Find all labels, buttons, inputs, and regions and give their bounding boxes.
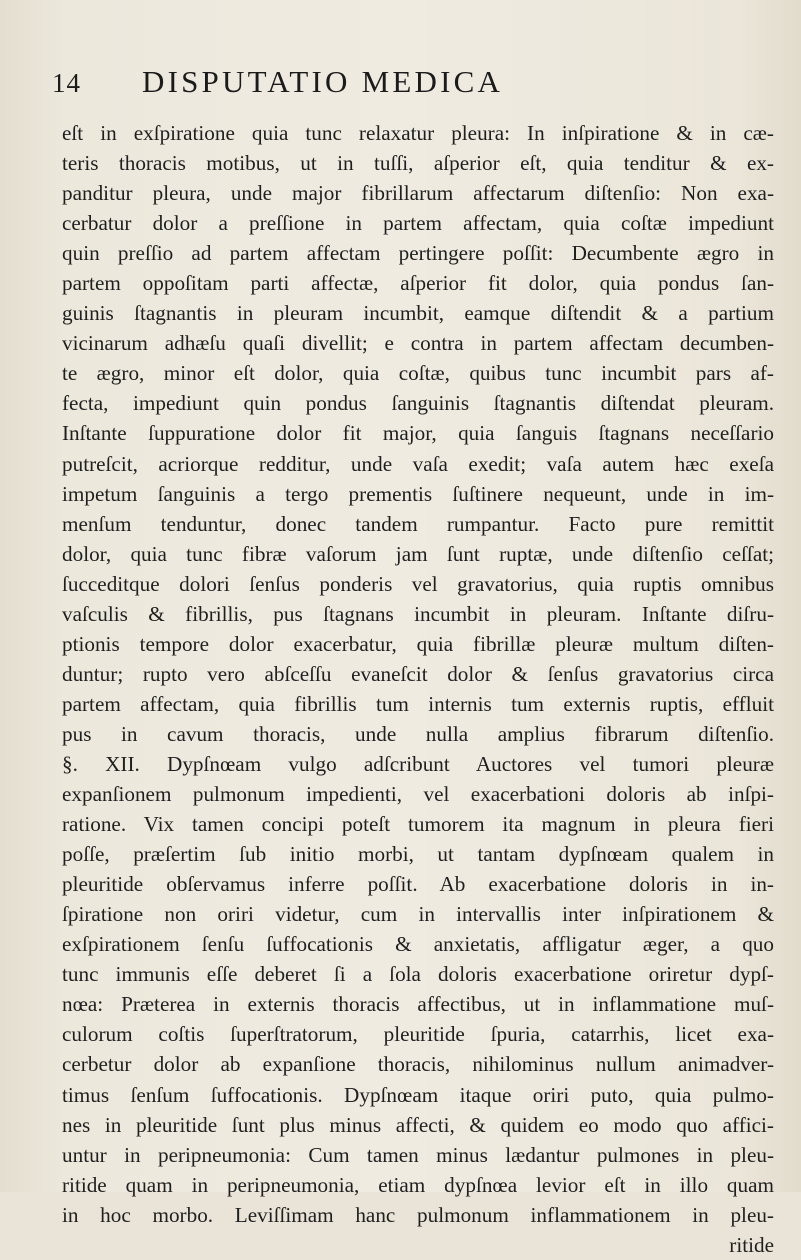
text-line: ratione. Vix tamen concipi poteſt tumorem ita magnum in pleura fieri <box>62 812 774 837</box>
text-line: impetum ſanguinis a tergo prementis ſuſtinere nequeunt, unde in im- <box>62 481 774 506</box>
text-line: vaſculis & fibrillis, pus ſtagnans incumbit in pleuram. Inſtante diſru- <box>62 601 774 626</box>
running-title: DISPUTATIO MEDICA <box>142 64 504 99</box>
text-line: ſpiratione non oriri videtur, cum in intervallis inter inſpirationem & <box>62 902 774 927</box>
text-line: §. XII. Dypſnœam vulgo adſcribunt Auctores vel tumori pleuræ <box>62 751 774 776</box>
text-line: guinis ſtagnantis in pleuram incumbit, eamque diſtendit & a partium <box>62 301 774 326</box>
text-line: poſſe, præſertim ſub initio morbi, ut tantam dypſnœam qualem in <box>62 842 774 867</box>
text-line: duntur; rupto vero abſceſſu evaneſcit dolor & ſenſus gravatorius circa <box>62 661 774 686</box>
text-line: pus in cavum thoracis, unde nulla amplius fibrarum diſtenſio. <box>62 721 774 746</box>
text-line: ptionis tempore dolor exacerbatur, quia fibrillæ pleuræ multum diſten- <box>62 631 774 656</box>
text-line: exſpirationem ſenſu ſuffocationis & anxietatis, affligatur æger, a quo <box>62 932 774 957</box>
text-line: te ægro, minor eſt dolor, quia coſtæ, quibus tunc incumbit pars af- <box>62 361 774 386</box>
text-line: cerbatur dolor a preſſione in partem affectam, quia coſtæ impediunt <box>62 211 774 236</box>
text-line: eſt in exſpiratione quia tunc relaxatur pleura: In inſpiratione & in cæ- <box>62 121 774 145</box>
text-line: culorum coſtis ſuperſtratorum, pleuritide ſpuria, catarrhis, licet exa- <box>62 1022 774 1047</box>
text-line: fecta, impediunt quin pondus ſanguinis ſtagnantis diſtendat pleuram. <box>62 391 774 416</box>
text-line: menſum tenduntur, donec tandem rumpantur. Facto pure remittit <box>62 511 774 536</box>
text-line: expanſionem pulmonum impedienti, vel exacerbationi doloris ab inſpi- <box>62 782 774 807</box>
text-line: cerbetur dolor ab expanſione thoracis, nihilominus nullum animadver- <box>62 1052 774 1077</box>
text-line: Inſtante ſuppuratione dolor fit major, quia ſanguis ſtagnans neceſſario <box>62 421 774 446</box>
text-line: panditur pleura, unde major fibrillarum affectarum diſtenſio: Non exa- <box>62 181 774 206</box>
text-line: ſucceditque dolori ſenſus ponderis vel gravatorius, quia ruptis omnibus <box>62 571 774 596</box>
text-line: partem oppoſitam parti affectæ, aſperior fit dolor, quia pondus ſan- <box>62 271 774 296</box>
body-text <box>62 118 774 1260</box>
text-line: ritide <box>729 1232 774 1257</box>
text-line: partem affectam, quia fibrillis tum internis tum externis ruptis, effluit <box>62 691 774 716</box>
text-line: tunc immunis eſſe deberet ſi a ſola doloris exacerbatione oriretur dypſ- <box>62 962 774 987</box>
running-head <box>52 58 752 98</box>
text-line: in hoc morbo. Leviſſimam hanc pulmonum inflammationem in pleu- <box>62 1202 774 1227</box>
text-line: teris thoracis motibus, ut in tuſſi, aſperior eſt, quia tenditur & ex- <box>62 151 774 176</box>
text-line: dolor, quia tunc fibræ vaſorum jam ſunt ruptæ, unde diſtenſio ceſſat; <box>62 541 774 566</box>
text-line: timus ſenſum ſuffocationis. Dypſnœam itaque oriri puto, quia pulmo- <box>62 1082 774 1107</box>
text-line: vicinarum adhæſu quaſi divellit; e contra in partem affectam decumben- <box>62 331 774 356</box>
text-line: ritide quam in peripneumonia, etiam dypſnœa levior eſt in illo quam <box>62 1172 774 1197</box>
text-line: quin preſſio ad partem affectam pertingere poſſit: Decumbente ægro in <box>62 241 774 266</box>
text-line: nes in pleuritide ſunt plus minus affecti, & quidem eo modo quo affici- <box>62 1112 774 1137</box>
text-line: putreſcit, acriorque redditur, unde vaſa exedit; vaſa autem hæc exeſa <box>62 451 774 476</box>
text-line: untur in peripneumonia: Cum tamen minus lædantur pulmones in pleu- <box>62 1142 774 1167</box>
text-line: nœa: Præterea in externis thoracis affectibus, ut in inflammatione muſ- <box>62 992 774 1017</box>
page-number: 14 <box>52 68 81 98</box>
text-line: pleuritide obſervamus inferre poſſit. Ab exacerbatione doloris in in- <box>62 872 774 897</box>
